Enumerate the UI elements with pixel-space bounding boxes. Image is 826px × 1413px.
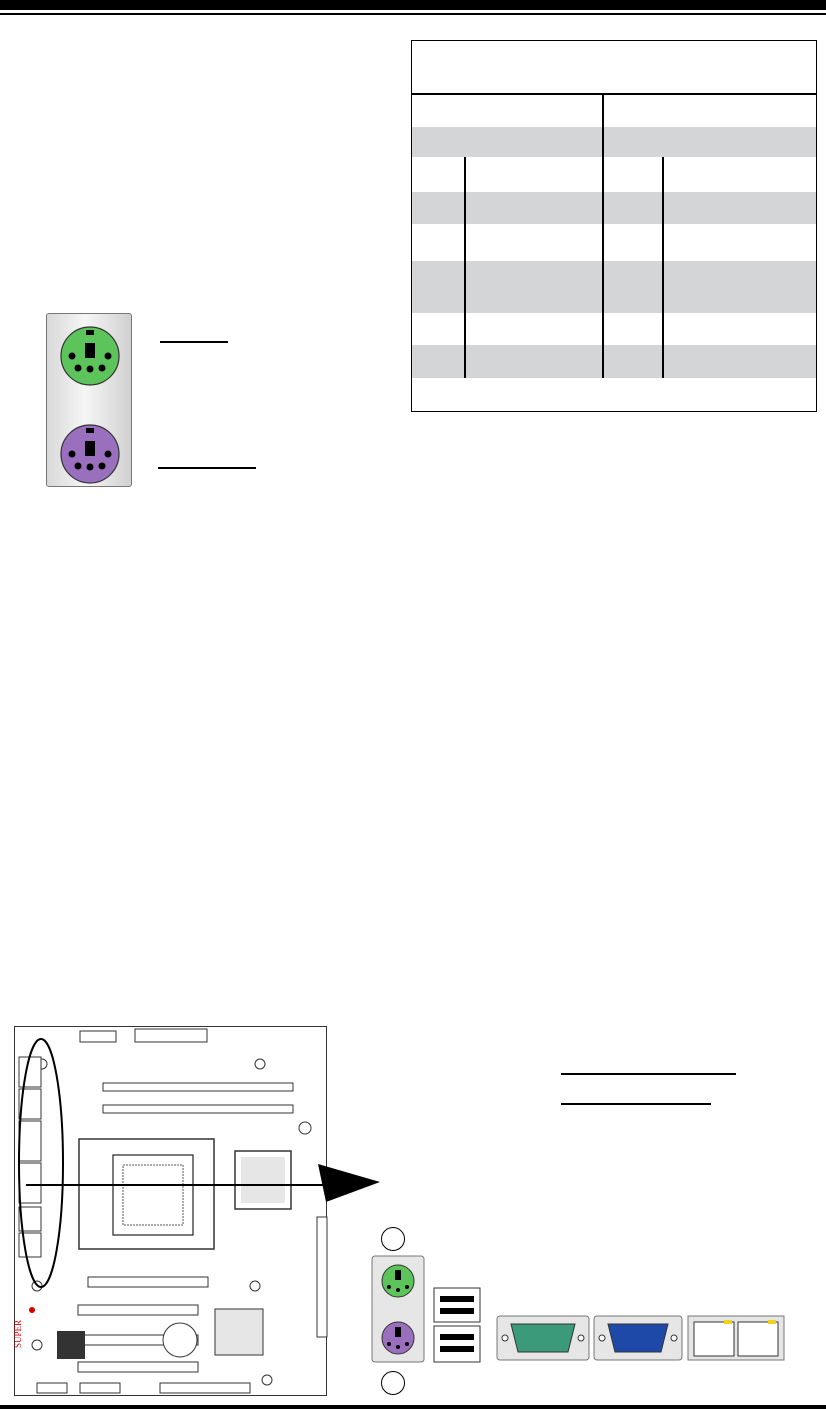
table-title <box>412 41 816 93</box>
label-circle-2 <box>381 1371 405 1395</box>
table-row <box>412 157 816 192</box>
ps2-ports-graphic <box>47 314 133 488</box>
table-row <box>412 192 816 224</box>
ps2-keyboard-icon <box>61 327 119 385</box>
back-panel-io <box>368 1254 788 1366</box>
motherboard-graphic <box>15 1027 328 1397</box>
table-row <box>412 224 816 261</box>
table-header-row <box>412 95 816 127</box>
brand-logo: SUPER <box>13 1320 23 1349</box>
table-footnote <box>412 378 816 411</box>
ps2-keyboard-icon <box>382 1265 414 1297</box>
label-circle-1 <box>381 1227 405 1251</box>
ps2-mouse-icon <box>61 425 119 483</box>
table-subheader-row <box>412 127 816 157</box>
pin-definition-table <box>411 40 817 412</box>
vga-port-icon <box>594 1316 682 1360</box>
callout-underline-2 <box>561 1103 711 1105</box>
mouse-label-underline <box>158 467 256 469</box>
footer-rule <box>0 1405 826 1409</box>
table-row <box>412 313 816 345</box>
callout-underline-1 <box>561 1073 736 1075</box>
lan-port-icon <box>688 1316 784 1360</box>
header-bar <box>0 0 826 10</box>
ps2-port-panel <box>46 313 132 487</box>
header-rule <box>0 13 826 15</box>
callout-arrow <box>26 1160 386 1210</box>
motherboard-layout <box>14 1026 327 1396</box>
serial-port-icon <box>497 1316 589 1360</box>
ps2-mouse-icon <box>382 1322 414 1354</box>
keyboard-label-underline <box>160 341 228 343</box>
usb-port-icon <box>434 1288 480 1362</box>
table-row <box>412 345 816 378</box>
table-row <box>412 261 816 313</box>
